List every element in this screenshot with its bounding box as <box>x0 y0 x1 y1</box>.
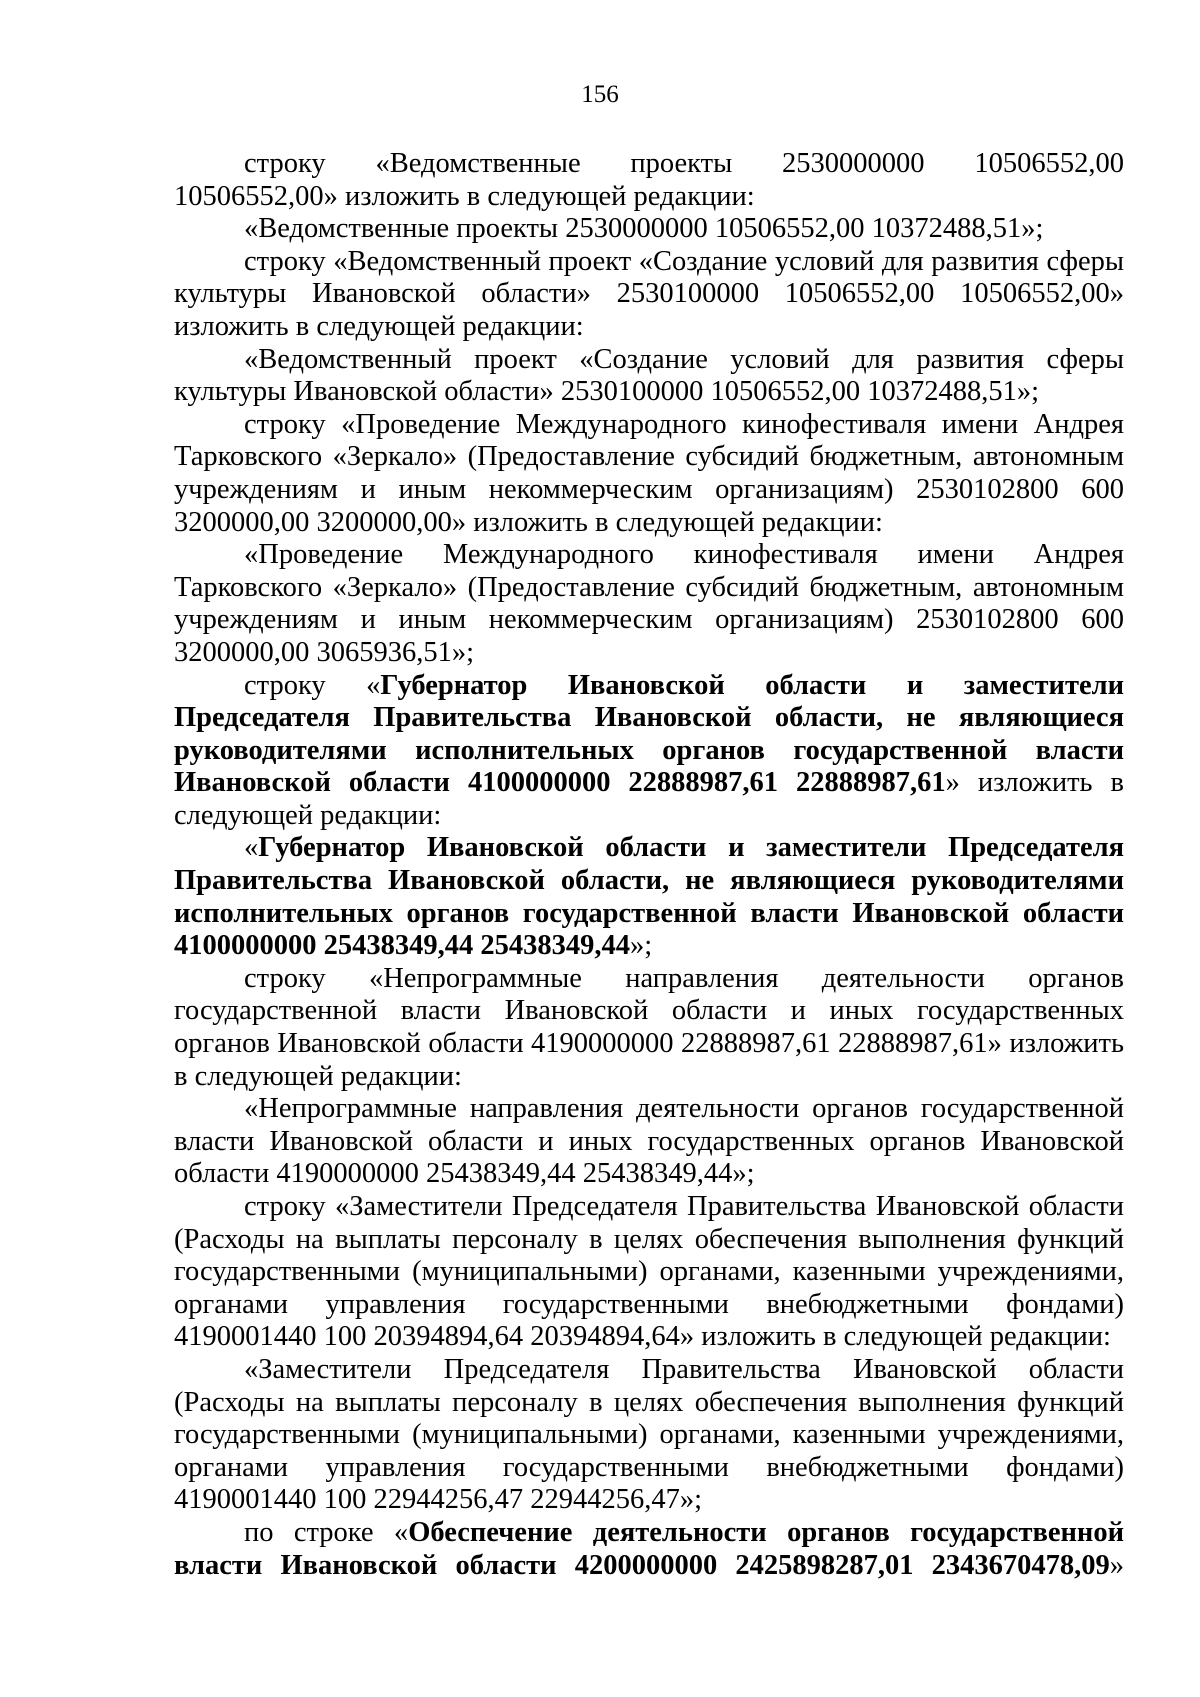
paragraph-text: строку «Ведомственные проекты 2530000000 10506552,00 10506552,00» изложить в следующей редакции: <box>174 148 1124 212</box>
bold-text: Губернатор Ивановской области и заместители Председателя Правительства Ивановской области, не являющиеся руководителями исполнительных органов государственной власти Ивановской области 4100000000 22888987,61 22888987,61 <box>174 669 1124 799</box>
paragraph-text: «Ведомственные проекты 2530000000 10506552,00 10372488,51»; <box>244 213 1044 245</box>
paragraph-text: строку «Проведение Международного кинофестиваля имени Андрея Тарковского «Зеркало» (Предоставление субсидий бюджетным, автономным учреждениям и иным некоммерческим организациям) 2530102800 600 3200000,00 3200000,00» изложить в следующей редакции: <box>174 408 1124 538</box>
paragraph <box>174 213 1124 246</box>
paragraph <box>174 148 1124 213</box>
paragraph-text: «Проведение Международного кинофестиваля имени Андрея Тарковского «Зеркало» (Предоставление субсидий бюджетным, автономным учреждениям и иным некоммерческим организациям) 2530102800 600 3200000,00 3065936,51»; <box>174 539 1124 668</box>
paragraph <box>174 246 1124 344</box>
paragraph <box>174 670 1124 833</box>
paragraph <box>174 344 1124 409</box>
paragraph-text: строку «Непрограммные направления деятельности органов государственной власти Ивановской области и иных государственных органов Ивановской области 4190000000 22888987,61 22888987,61» изложить в следующей редакции: <box>174 962 1124 1092</box>
paragraph-text: строку «Ведомственный проект «Создание условий для развития сферы культуры Ивановской области» 2530100000 10506552,00 10506552,00» изложить в следующей редакции: <box>174 245 1124 342</box>
paragraph-text: строку « <box>244 669 381 701</box>
paragraph-text: «Непрограммные направления деятельности органов государственной власти Ивановской области и иных государственных органов Ивановской области 4190000000 25438349,44 25438349,44»; <box>174 1093 1124 1190</box>
bold-text: Губернатор Ивановской области и заместители Председателя Правительства Ивановской области, не являющиеся руководителями исполнительных органов государственной власти Ивановской области 4100000000 25438349,44 25438349,44 <box>174 832 1124 962</box>
paragraph-text: » <box>1109 1549 1124 1581</box>
paragraph <box>174 409 1124 539</box>
page-number: 156 <box>581 81 619 108</box>
paragraph-text: « <box>244 832 259 864</box>
paragraph <box>174 832 1124 962</box>
paragraph-text: «Заместители Председателя Правительства Ивановской области (Расходы на выплаты персоналу в целях обеспечения выполнения функций государственными (муниципальными) органами, казенными учреждениями, органами управления государственными внебюджетными фондами) 4190001440 100 22944256,47 22944256,47»; <box>174 1353 1124 1516</box>
paragraph-text: по строке « <box>244 1516 409 1548</box>
paragraph <box>174 539 1124 669</box>
paragraph <box>174 1517 1124 1582</box>
paragraph <box>174 1191 1124 1354</box>
paragraph-text: » изложить в следующей редакции: <box>174 767 1124 831</box>
paragraph-text: «Ведомственный проект «Создание условий для развития сферы культуры Ивановской области» 2530100000 10506552,00 10372488,51»; <box>174 343 1124 408</box>
paragraph-text: строку «Заместители Председателя Правительства Ивановской области (Расходы на выплаты персоналу в целях обеспечения выполнения функций государственными (муниципальными) органами, казенными учреждениями, органами управления государственными внебюджетными фондами) 4190001440 100 20394894,64 20394894,64» изложить в следующей редакции: <box>174 1191 1124 1353</box>
paragraph <box>174 963 1124 1093</box>
paragraph-text: »; <box>630 930 653 962</box>
paragraph <box>174 1354 1124 1517</box>
document-body <box>174 148 1124 1582</box>
paragraph <box>174 1093 1124 1191</box>
bold-text: Обеспечение деятельности органов государственной власти Ивановской области 4200000000 2425898287,01 2343670478,09 <box>174 1516 1124 1581</box>
